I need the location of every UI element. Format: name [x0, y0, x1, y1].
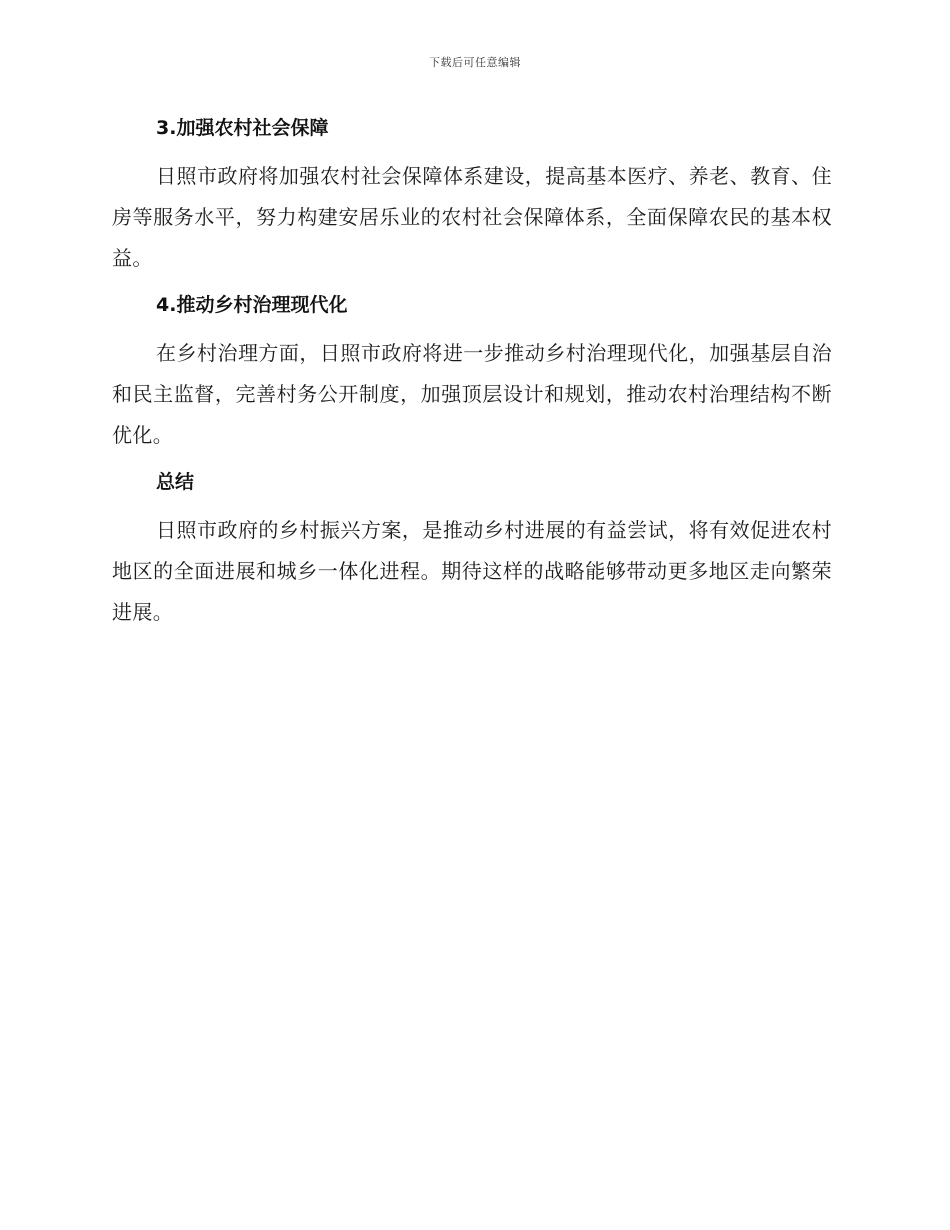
section-summary [112, 468, 832, 633]
section-heading: 4.推动乡村治理现代化 [156, 294, 348, 316]
section-paragraph: 在乡村治理方面，日照市政府将进一步推动乡村治理现代化，加强基层自治和民主监督，完善村务公开制度，加强顶层设计和规划，推动农村治理结构不断优化。 [112, 341, 832, 447]
section-heading: 3.加强农村社会保障 [156, 117, 329, 139]
section-rural-governance [112, 291, 832, 456]
section-social-security [112, 114, 832, 279]
document-body [112, 108, 832, 645]
section-heading: 总结 [156, 471, 195, 493]
section-paragraph: 日照市政府的乡村振兴方案，是推动乡村进展的有益尝试，将有效促进农村地区的全面进展和城乡一体化进程。期待这样的战略能够带动更多地区走向繁荣进展。 [112, 518, 832, 624]
section-paragraph: 日照市政府将加强农村社会保障体系建设，提高基本医疗、养老、教育、住房等服务水平，努力构建安居乐业的农村社会保障体系，全面保障农民的基本权益。 [112, 164, 832, 270]
header-note: 下载后可任意编辑 [429, 56, 521, 69]
